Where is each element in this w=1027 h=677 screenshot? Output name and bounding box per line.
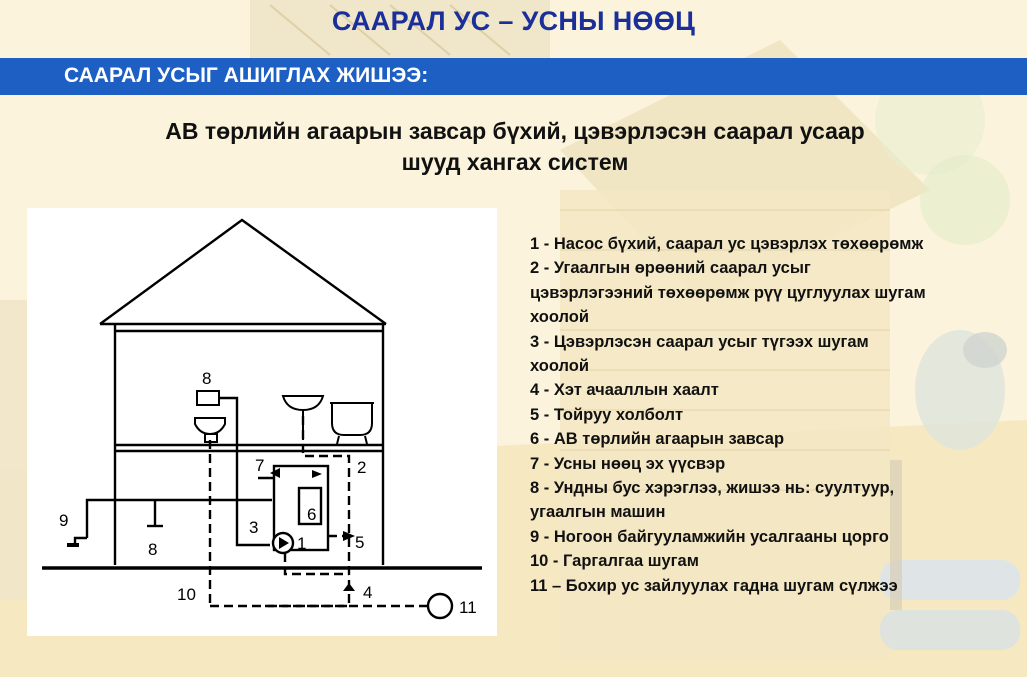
- label-6: 6: [307, 505, 317, 524]
- irrigation-tap-icon: [67, 543, 79, 547]
- diagram-title: [100, 116, 930, 178]
- diagram-title-line-2: шууд хангах систем: [401, 149, 629, 175]
- legend-item-9: 9 - Ногоон байгууламжийн усалгааны цорго: [530, 527, 889, 546]
- legend-item-1: 1 - Насос бүхий, саарал ус цэвэрлэх төхөөрөмж: [530, 235, 924, 253]
- legend-list: [530, 232, 1010, 598]
- legend-item-5: 5 - Тойруу холболт: [530, 405, 684, 424]
- label-11: 11: [459, 598, 477, 617]
- legend-item-8: 8 - Ундны бус хэрэглээ, жишээ нь: суултуур, угаалгын машин: [530, 479, 895, 522]
- bathtub-icon: [330, 403, 374, 444]
- section-banner: [0, 58, 1027, 95]
- legend-item-11: 11 – Бохир ус зайлуулах гадна шугам сүлжээ: [530, 576, 898, 595]
- legend-item-6: 6 - АВ төрлийн агаарын завсар: [530, 430, 785, 449]
- legend-item-7: 7 - Усны нөөц эх үүсвэр: [530, 454, 726, 473]
- legend-item-10: 10 - Гаргалгаа шугам: [530, 552, 699, 571]
- label-8-top: 8: [202, 369, 212, 388]
- label-5: 5: [355, 533, 365, 552]
- legend-item-3: 3 - Цэвэрлэсэн саарал усыг түгээх шугам хоолой: [530, 332, 869, 376]
- system-diagram-panel: [27, 208, 497, 636]
- label-4: 4: [363, 583, 373, 602]
- label-2: 2: [357, 458, 367, 477]
- legend-item-4: 4 - Хэт ачааллын хаалт: [530, 381, 719, 400]
- section-heading: СААРАЛ УСЫГ АШИГЛАХ ЖИШЭЭ:: [64, 64, 429, 87]
- label-8-bottom: 8: [148, 540, 158, 559]
- label-7: 7: [255, 456, 265, 475]
- system-diagram: [27, 208, 497, 636]
- house-roof: [100, 220, 386, 324]
- page-title: СААРАЛ УС – УСНЫ НӨӨЦ: [331, 6, 696, 36]
- label-3: 3: [249, 518, 259, 537]
- label-9: 9: [59, 511, 69, 530]
- label-10: 10: [177, 585, 196, 604]
- legend-item-2: 2 - Угаалгын өрөөний саарал усыг цэвэрлэгээний төхөөрөмж рүү цуглуулах шугам хоолой: [530, 259, 926, 327]
- diagram-title-line-1: АВ төрлийн агаарын завсар бүхий, цэвэрлэсэн саарал усаар: [165, 118, 865, 144]
- label-1: 1: [297, 534, 307, 553]
- sewer-network-icon: [428, 594, 452, 618]
